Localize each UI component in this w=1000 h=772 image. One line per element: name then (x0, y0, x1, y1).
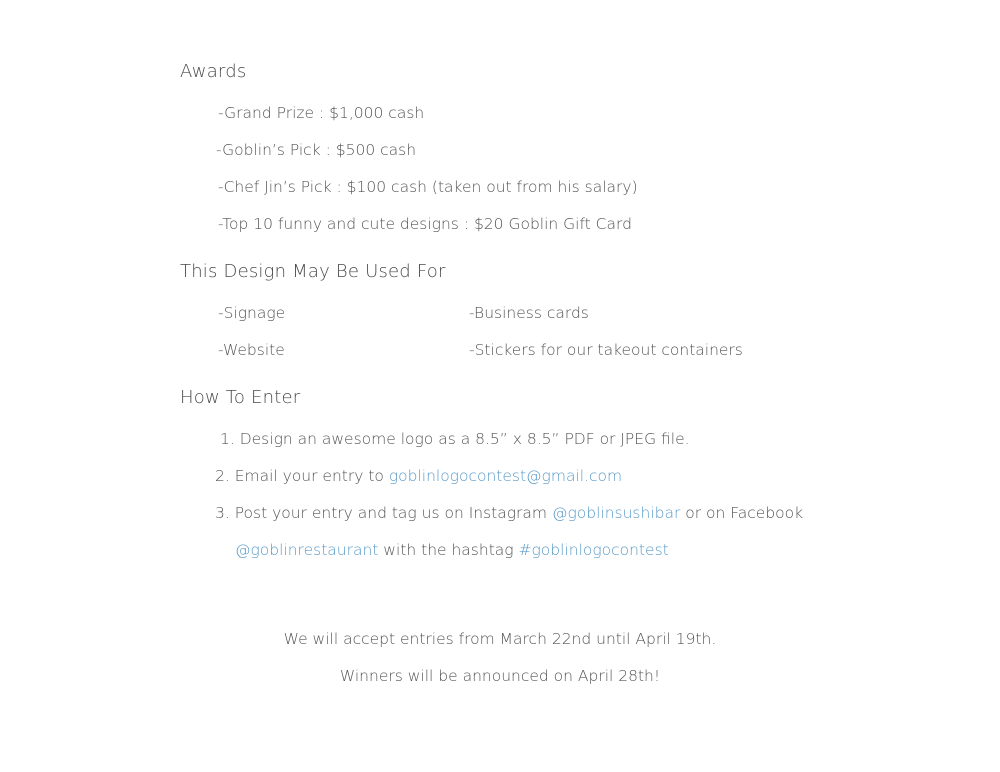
award-top-10: -Top 10 funny and cute designs : $20 Goblin Gift Card (218, 215, 632, 233)
step-2 (215, 467, 622, 485)
email-link[interactable]: goblinlogocontest@gmail.com (388, 467, 623, 485)
use-stickers: -Stickers for our takeout containers (469, 341, 743, 359)
uses-heading: This Design May Be Used For (180, 261, 446, 282)
award-goblins-pick: -Goblin’s Pick : $500 cash (216, 141, 417, 159)
award-chef-jins-pick: -Chef Jin’s Pick : $100 cash (taken out from his salary) (218, 178, 638, 196)
how-to-enter-heading: How To Enter (180, 387, 301, 408)
hashtag-text: with the hashtag (378, 541, 519, 559)
hashtag-link[interactable]: #goblinlogocontest (518, 541, 669, 559)
step-3-continued (235, 541, 669, 559)
use-website: -Website (218, 341, 285, 359)
use-business-cards: -Business cards (469, 304, 589, 322)
step-3 (215, 504, 803, 522)
awards-heading: Awards (180, 61, 247, 82)
step-2-text: 2. Email your entry to (215, 467, 389, 485)
award-grand-prize: -Grand Prize : $1,000 cash (218, 104, 425, 122)
step-1: 1. Design an awesome logo as a 8.5” x 8.5” PDF or JPEG file. (220, 430, 690, 448)
entries-dates: We will accept entries from March 22nd until April 19th. (283, 630, 717, 648)
use-signage: -Signage (218, 304, 286, 322)
facebook-link[interactable]: @goblinrestaurant (235, 541, 379, 559)
winners-announcement: Winners will be announced on April 28th! (339, 667, 661, 685)
step-3-text: 3. Post your entry and tag us on Instagram (215, 504, 552, 522)
instagram-link[interactable]: @goblinsushibar (551, 504, 681, 522)
step-3-mid-text: or on Facebook (680, 504, 804, 522)
